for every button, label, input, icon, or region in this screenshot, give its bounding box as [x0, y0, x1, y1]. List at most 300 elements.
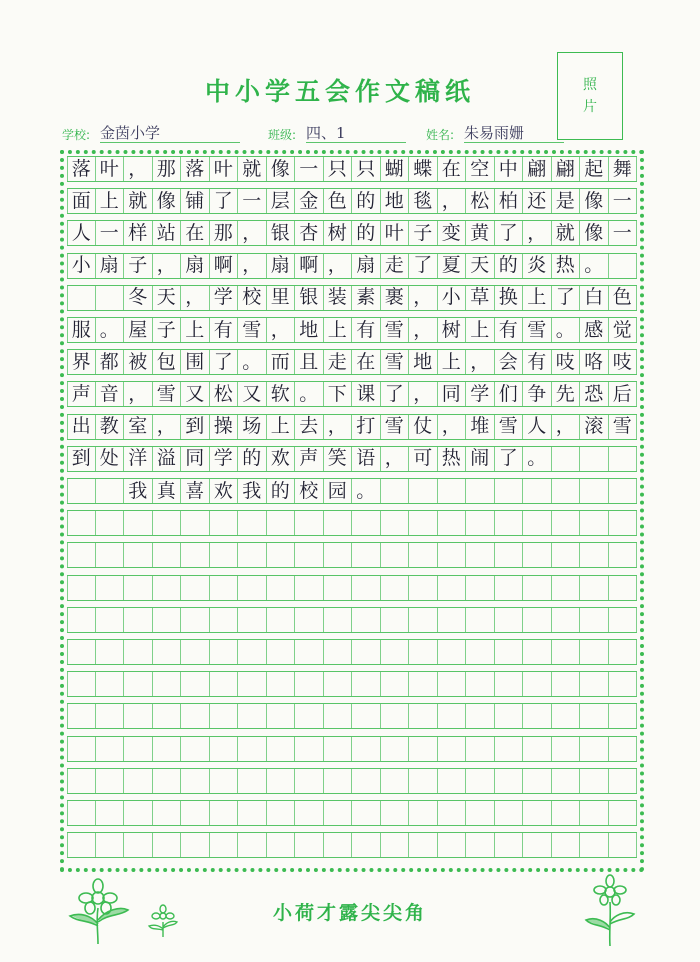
grid-cell: 雪	[523, 318, 552, 342]
grid-cell	[96, 479, 125, 503]
grid-cell	[267, 704, 296, 728]
grid-cell	[409, 576, 438, 600]
grid-cell	[495, 737, 524, 761]
grid-cell	[409, 672, 438, 696]
grid-cell: 音	[96, 382, 125, 406]
grid-cell: 雪	[153, 382, 182, 406]
grid-row	[67, 510, 637, 536]
grid-row	[67, 188, 637, 214]
grid-cell: 热	[438, 447, 467, 471]
grid-row	[67, 639, 637, 665]
grid-cell: 。	[523, 447, 552, 471]
grid-cell: 打	[352, 415, 381, 439]
grid-cell: 裹	[381, 286, 410, 310]
grid-cell	[495, 479, 524, 503]
grid-cell: 了	[409, 254, 438, 278]
grid-cell	[238, 640, 267, 664]
grid-cell	[466, 479, 495, 503]
grid-cell	[466, 833, 495, 857]
grid-cell	[438, 576, 467, 600]
grid-cell: 一	[609, 189, 638, 213]
small-flower-icon	[146, 904, 180, 938]
grid-cell	[210, 737, 239, 761]
info-row	[0, 122, 700, 144]
grid-cell: 站	[153, 221, 182, 245]
grid-cell	[438, 543, 467, 567]
grid-cell: 感	[580, 318, 609, 342]
grid-cell	[609, 511, 638, 535]
grid-cell	[124, 543, 153, 567]
grid-cell: 而	[267, 350, 296, 374]
grid-cell	[609, 640, 638, 664]
grid-cell: 了	[210, 189, 239, 213]
grid-cell: 。	[96, 318, 125, 342]
grid-cell: 银	[267, 221, 296, 245]
class-value: 四、1	[306, 122, 406, 143]
grid-cell	[381, 801, 410, 825]
grid-cell: 松	[210, 382, 239, 406]
grid-cell: 。	[238, 350, 267, 374]
grid-cell	[267, 801, 296, 825]
grid-cell: 那	[210, 221, 239, 245]
grid-cell	[210, 672, 239, 696]
grid-cell: ，	[552, 415, 581, 439]
grid-cell	[438, 608, 467, 632]
grid-cell: 场	[238, 415, 267, 439]
grid-cell: 闹	[466, 447, 495, 471]
grid-cell: 叶	[96, 157, 125, 181]
grid-cell	[495, 640, 524, 664]
grid-cell	[210, 640, 239, 664]
grid-cell: 界	[67, 350, 96, 374]
grid-cell	[153, 704, 182, 728]
grid-cell	[324, 543, 353, 567]
grid-cell	[580, 672, 609, 696]
grid-cell	[267, 640, 296, 664]
grid-cell: 咯	[580, 350, 609, 374]
grid-cell	[466, 704, 495, 728]
name-value: 朱易雨姗	[464, 122, 564, 143]
grid-cell: 走	[324, 350, 353, 374]
grid-cell: 是	[552, 189, 581, 213]
grid-cell: 去	[295, 415, 324, 439]
grid-cell	[324, 608, 353, 632]
grid-cell: 上	[267, 415, 296, 439]
grid-cell: ，	[381, 447, 410, 471]
grid-cell	[409, 833, 438, 857]
grid-cell: 都	[96, 350, 125, 374]
grid-cell	[438, 479, 467, 503]
grid-cell	[295, 737, 324, 761]
grid-cell: 争	[523, 382, 552, 406]
grid-cell	[181, 769, 210, 793]
grid-cell: 雪	[381, 350, 410, 374]
grid-cell: 一	[238, 189, 267, 213]
grid-cell	[580, 640, 609, 664]
grid-cell	[67, 511, 96, 535]
grid-cell: 有	[210, 318, 239, 342]
grid-cell	[552, 737, 581, 761]
writing-grid	[67, 156, 637, 866]
grid-cell: 走	[381, 254, 410, 278]
grid-cell	[181, 833, 210, 857]
grid-cell: 课	[352, 382, 381, 406]
grid-cell: 又	[181, 382, 210, 406]
grid-cell: 溢	[153, 447, 182, 471]
grid-cell	[352, 704, 381, 728]
grid-cell: 地	[295, 318, 324, 342]
grid-cell: 就	[552, 221, 581, 245]
grid-cell	[210, 608, 239, 632]
grid-cell: 在	[352, 350, 381, 374]
grid-cell: 热	[552, 254, 581, 278]
grid-cell	[67, 833, 96, 857]
grid-cell	[552, 704, 581, 728]
grid-cell: 小	[67, 254, 96, 278]
grid-cell	[609, 543, 638, 567]
grid-cell: 雪	[381, 318, 410, 342]
grid-cell	[495, 543, 524, 567]
grid-cell	[153, 543, 182, 567]
grid-cell	[609, 608, 638, 632]
grid-cell	[295, 833, 324, 857]
grid-cell	[181, 576, 210, 600]
grid-cell	[552, 608, 581, 632]
grid-cell	[96, 833, 125, 857]
grid-cell	[295, 801, 324, 825]
grid-cell	[295, 672, 324, 696]
grid-cell	[153, 511, 182, 535]
grid-cell	[124, 769, 153, 793]
grid-cell	[238, 608, 267, 632]
grid-cell: 滚	[580, 415, 609, 439]
grid-cell	[381, 672, 410, 696]
grid-row	[67, 156, 637, 182]
grid-cell: 还	[523, 189, 552, 213]
grid-cell: 的	[352, 221, 381, 245]
grid-cell	[153, 576, 182, 600]
grid-cell: 人	[523, 415, 552, 439]
grid-cell: 处	[96, 447, 125, 471]
grid-cell	[438, 769, 467, 793]
grid-cell	[552, 833, 581, 857]
grid-cell: 园	[324, 479, 353, 503]
grid-cell	[409, 704, 438, 728]
grid-cell: 吱	[552, 350, 581, 374]
grid-cell: ，	[523, 221, 552, 245]
grid-cell: 样	[124, 221, 153, 245]
grid-cell	[381, 737, 410, 761]
grid-cell	[552, 543, 581, 567]
grid-cell	[267, 833, 296, 857]
grid-cell	[124, 801, 153, 825]
grid-cell	[409, 737, 438, 761]
grid-cell: ，	[181, 286, 210, 310]
grid-cell	[495, 511, 524, 535]
name-label: 姓名:	[426, 128, 455, 142]
grid-cell: 了	[495, 447, 524, 471]
grid-cell: 扇	[181, 254, 210, 278]
class-label: 班级:	[268, 128, 297, 142]
grid-cell	[381, 769, 410, 793]
grid-cell	[438, 704, 467, 728]
grid-cell	[267, 672, 296, 696]
flower-stalk-icon	[584, 874, 636, 948]
grid-cell	[609, 769, 638, 793]
grid-row	[67, 285, 637, 311]
grid-cell	[267, 608, 296, 632]
grid-cell	[523, 543, 552, 567]
grid-cell: 可	[409, 447, 438, 471]
grid-cell	[381, 640, 410, 664]
grid-cell	[324, 576, 353, 600]
grid-cell: 素	[352, 286, 381, 310]
grid-cell: 吱	[609, 350, 638, 374]
grid-cell	[352, 640, 381, 664]
grid-cell: 翩	[552, 157, 581, 181]
grid-cell	[295, 704, 324, 728]
grid-cell	[124, 608, 153, 632]
grid-cell: 上	[523, 286, 552, 310]
grid-cell: 先	[552, 382, 581, 406]
grid-row	[67, 736, 637, 762]
grid-cell: 冬	[124, 286, 153, 310]
grid-cell: 在	[181, 221, 210, 245]
grid-cell: 了	[552, 286, 581, 310]
grid-cell	[324, 704, 353, 728]
grid-cell: 的	[495, 254, 524, 278]
grid-cell: 里	[267, 286, 296, 310]
grid-cell: 软	[267, 382, 296, 406]
grid-cell	[381, 576, 410, 600]
grid-cell	[267, 737, 296, 761]
grid-cell: 我	[124, 479, 153, 503]
grid-cell	[580, 479, 609, 503]
grid-cell: 一	[295, 157, 324, 181]
grid-cell	[466, 737, 495, 761]
grid-cell: 金	[295, 189, 324, 213]
grid-cell: 到	[67, 447, 96, 471]
grid-cell: 舞	[609, 157, 638, 181]
grid-cell	[295, 640, 324, 664]
grid-cell	[96, 576, 125, 600]
grid-cell	[96, 704, 125, 728]
grid-cell: 声	[67, 382, 96, 406]
grid-cell: 层	[267, 189, 296, 213]
grid-cell: 后	[609, 382, 638, 406]
grid-cell: ，	[409, 318, 438, 342]
grid-cell: 装	[324, 286, 353, 310]
grid-cell: 。	[295, 382, 324, 406]
grid-cell: ，	[238, 221, 267, 245]
grid-cell: 面	[67, 189, 96, 213]
grid-cell	[409, 640, 438, 664]
grid-cell	[124, 511, 153, 535]
grid-cell	[438, 511, 467, 535]
grid-cell	[295, 608, 324, 632]
grid-cell	[238, 801, 267, 825]
grid-cell	[67, 640, 96, 664]
grid-cell: 学	[466, 382, 495, 406]
grid-cell: 叶	[381, 221, 410, 245]
grid-cell	[552, 769, 581, 793]
grid-cell	[609, 704, 638, 728]
school-label: 学校:	[62, 128, 91, 142]
grid-cell	[552, 447, 581, 471]
grid-cell	[523, 704, 552, 728]
grid-cell	[210, 704, 239, 728]
grid-cell: 啊	[295, 254, 324, 278]
grid-cell: 树	[324, 221, 353, 245]
grid-cell	[238, 672, 267, 696]
grid-cell: 围	[181, 350, 210, 374]
grid-cell	[466, 769, 495, 793]
grid-cell	[409, 511, 438, 535]
grid-cell	[210, 543, 239, 567]
grid-cell: ，	[324, 415, 353, 439]
grid-cell: 被	[124, 350, 153, 374]
grid-cell	[210, 833, 239, 857]
grid-cell	[181, 543, 210, 567]
grid-cell	[381, 543, 410, 567]
grid-cell: 人	[67, 221, 96, 245]
grid-cell	[552, 511, 581, 535]
grid-cell: 有	[495, 318, 524, 342]
grid-cell	[210, 576, 239, 600]
grid-cell	[67, 704, 96, 728]
grid-cell: 变	[438, 221, 467, 245]
grid-cell: 觉	[609, 318, 638, 342]
grid-cell	[466, 608, 495, 632]
grid-cell: 地	[381, 189, 410, 213]
grid-cell	[295, 543, 324, 567]
grid-cell: 地	[409, 350, 438, 374]
grid-cell	[466, 576, 495, 600]
grid-row	[67, 446, 637, 472]
grid-cell: 草	[466, 286, 495, 310]
grid-cell	[609, 833, 638, 857]
grid-cell: 真	[153, 479, 182, 503]
grid-row	[67, 542, 637, 568]
grid-cell: 只	[324, 157, 353, 181]
grid-cell: 欢	[210, 479, 239, 503]
grid-cell	[324, 833, 353, 857]
grid-cell: 上	[181, 318, 210, 342]
grid-cell: 学	[210, 286, 239, 310]
grid-cell: ，	[438, 189, 467, 213]
grid-cell: 室	[124, 415, 153, 439]
grid-cell: 。	[352, 479, 381, 503]
grid-cell	[352, 576, 381, 600]
grid-row	[67, 575, 637, 601]
grid-cell	[580, 543, 609, 567]
grid-cell: 喜	[181, 479, 210, 503]
grid-cell: 子	[409, 221, 438, 245]
grid-cell: 蝶	[409, 157, 438, 181]
grid-cell	[466, 801, 495, 825]
grid-cell	[466, 672, 495, 696]
grid-cell	[238, 769, 267, 793]
grid-cell	[552, 672, 581, 696]
grid-cell	[324, 737, 353, 761]
grid-cell: 的	[267, 479, 296, 503]
grid-cell: 银	[295, 286, 324, 310]
grid-cell	[609, 447, 638, 471]
grid-cell: 语	[352, 447, 381, 471]
grid-cell	[295, 511, 324, 535]
grid-cell	[352, 608, 381, 632]
grid-row	[67, 220, 637, 246]
grid-cell	[238, 543, 267, 567]
grid-cell	[495, 769, 524, 793]
grid-cell: 扇	[267, 254, 296, 278]
grid-cell	[238, 704, 267, 728]
grid-cell	[67, 769, 96, 793]
grid-cell	[210, 511, 239, 535]
grid-cell	[409, 608, 438, 632]
grid-cell: 夏	[438, 254, 467, 278]
grid-cell	[67, 479, 96, 503]
grid-cell: 校	[238, 286, 267, 310]
grid-cell	[153, 801, 182, 825]
grid-cell	[609, 672, 638, 696]
grid-cell	[438, 833, 467, 857]
grid-cell: 学	[210, 447, 239, 471]
grid-cell	[67, 576, 96, 600]
grid-cell	[124, 833, 153, 857]
grid-cell: ，	[124, 382, 153, 406]
grid-cell	[67, 608, 96, 632]
grid-cell	[381, 479, 410, 503]
grid-cell	[381, 833, 410, 857]
grid-cell: 啊	[210, 254, 239, 278]
grid-cell: 就	[124, 189, 153, 213]
grid-cell: 蝴	[381, 157, 410, 181]
grid-cell: 校	[295, 479, 324, 503]
grid-cell: 恐	[580, 382, 609, 406]
grid-cell: ，	[153, 415, 182, 439]
grid-row	[67, 317, 637, 343]
grid-cell	[580, 608, 609, 632]
grid-cell	[238, 511, 267, 535]
flower-decoration-icon	[62, 876, 134, 946]
grid-cell	[438, 737, 467, 761]
grid-cell: 叶	[210, 157, 239, 181]
grid-cell: 且	[295, 350, 324, 374]
grid-cell	[438, 640, 467, 664]
grid-cell	[67, 801, 96, 825]
grid-cell	[124, 704, 153, 728]
grid-cell: ，	[324, 254, 353, 278]
grid-cell: 一	[609, 221, 638, 245]
grid-cell: 扇	[96, 254, 125, 278]
school-value: 金茵小学	[100, 122, 240, 143]
grid-cell: 下	[324, 382, 353, 406]
grid-cell	[153, 737, 182, 761]
grid-cell: 同	[181, 447, 210, 471]
grid-cell	[352, 769, 381, 793]
grid-cell: 的	[352, 189, 381, 213]
grid-cell	[552, 640, 581, 664]
grid-cell	[124, 576, 153, 600]
grid-cell	[523, 479, 552, 503]
grid-cell: 黄	[466, 221, 495, 245]
grid-cell	[609, 479, 638, 503]
grid-cell	[295, 769, 324, 793]
grid-cell	[609, 737, 638, 761]
grid-cell	[324, 672, 353, 696]
grid-cell	[409, 769, 438, 793]
